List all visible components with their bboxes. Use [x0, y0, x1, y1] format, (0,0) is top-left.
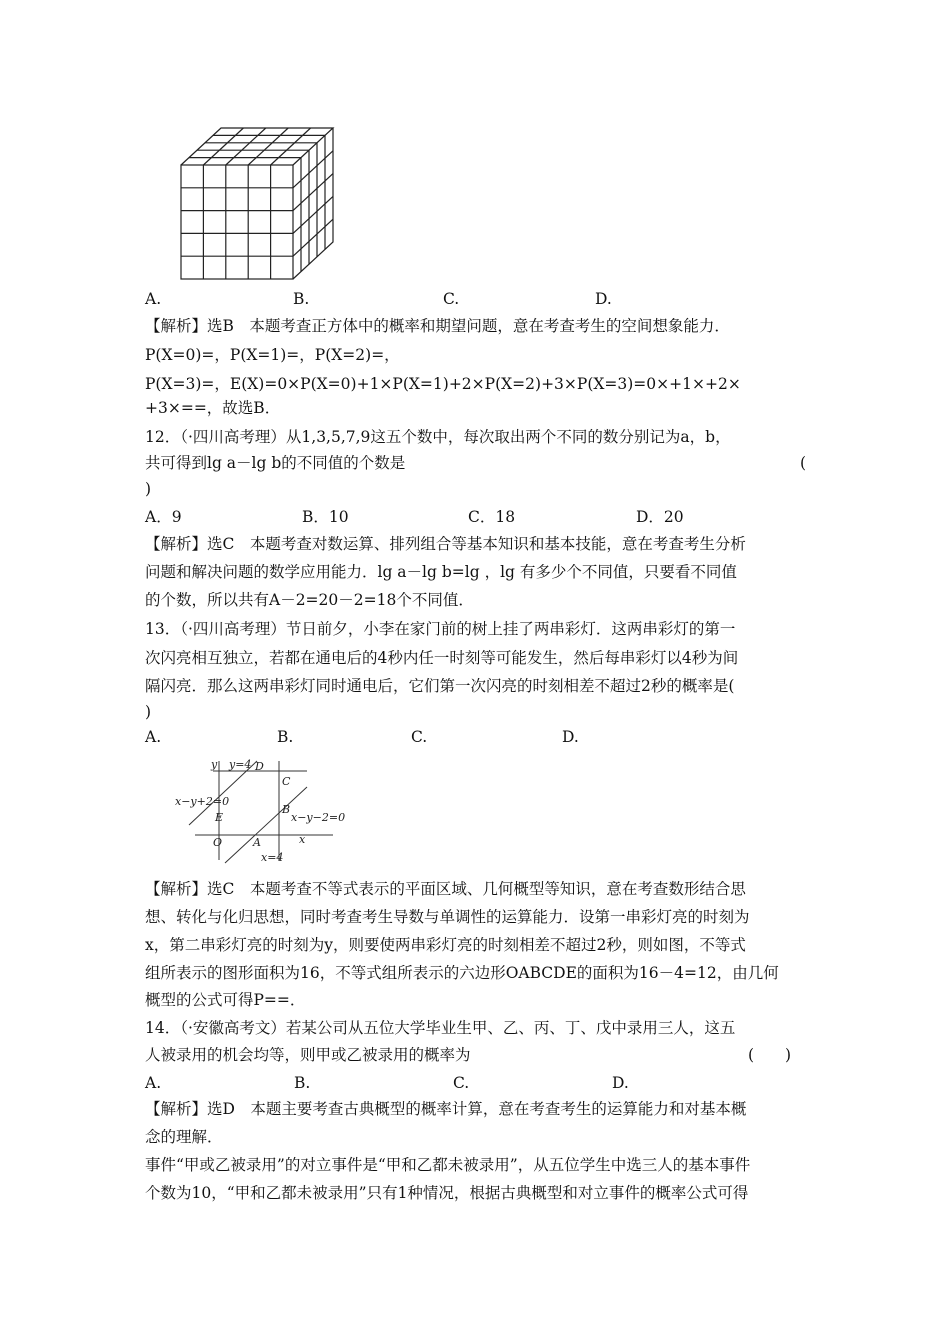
q13-stem-line: 隔闪亮．那么这两串彩灯同时通电后，它们第一次闪亮的时刻相差不超过2秒的概率是(	[145, 677, 735, 695]
q13-analysis-line: 概型的公式可得P==．	[145, 991, 306, 1009]
label-line1: x−y+2=0	[175, 795, 230, 808]
q12-analysis-line: 的个数，所以共有A－2=20－2=18个不同值．	[145, 591, 474, 609]
q14-stem-line: 14．（·安徽高考文）若某公司从五位大学毕业生甲、乙、丙、丁、戊中录用三人，这五	[145, 1019, 736, 1037]
q12-stem-line: 12．（·四川高考理）从1,3,5,7,9这五个数中，每次取出两个不同的数分别记为a，b，	[145, 428, 731, 446]
q12-option-c: C．18	[468, 508, 516, 526]
q13-analysis-line: 【解析】选C 本题考查不等式表示的平面区域、几何概型等知识，意在考查数形结合思	[145, 880, 746, 898]
q12-analysis-line: 【解析】选C 本题考查对数运算、排列组合等基本知识和基本技能，意在考查考生分析	[145, 535, 746, 553]
q13-option-c: C.	[411, 728, 428, 746]
q11-option-a: A.	[145, 290, 162, 308]
label-x-axis: x	[299, 833, 306, 846]
q14-analysis-line: 事件“甲或乙被录用”的对立事件是“甲和乙都未被录用”，从五位学生中选三人的基本事件	[145, 1156, 751, 1174]
q12-option-b: B．10	[302, 508, 349, 526]
q11-analysis-line: P(X=3)=，E(X)=0×P(X=0)+1×P(X=1)+2×P(X=2)+3×P(X=3)=0×+1×+2×	[145, 375, 741, 393]
q14-analysis-line: 个数为10，“甲和乙都未被录用”只有1种情况，根据古典概型和对立事件的概率公式可得	[145, 1184, 749, 1202]
q11-option-c: C.	[443, 290, 460, 308]
q12-stem-line: 共可得到lg a－lg b的不同值的个数是	[145, 454, 406, 472]
q13-analysis-line: 组所表示的图形面积为16，不等式组所表示的六边形OABCDE的面积为16－4=12，由几何	[145, 964, 779, 982]
q13-option-d: D.	[562, 728, 579, 746]
q13-analysis-line: 想、转化与化归思想，同时考查考生导数与单调性的运算能力．设第一串彩灯亮的时刻为	[145, 908, 750, 926]
label-x4: x=4	[261, 851, 284, 864]
q12-option-d: D．20	[636, 508, 684, 526]
label-y4: y=4	[229, 758, 252, 771]
q12-stem-line: )	[145, 480, 152, 498]
q13-option-a: A.	[145, 728, 162, 746]
label-line2: x−y−2=0	[291, 811, 345, 824]
label-d: D	[255, 760, 264, 773]
label-a: A	[253, 836, 261, 849]
q14-option-b: B.	[294, 1074, 311, 1092]
q13-stem-line: 次闪亮相互独立，若都在通电后的4秒内任一时刻等可能发生，然后每串彩灯以4秒为间	[145, 649, 739, 667]
q11-analysis-line: 【解析】选B 本题考查正方体中的概率和期望问题，意在考查考生的空间想象能力．	[145, 317, 730, 335]
q13-option-b: B.	[277, 728, 294, 746]
label-e: E	[215, 811, 224, 824]
q11-option-d: D.	[595, 290, 612, 308]
q14-stem-line: 人被录用的机会均等，则甲或乙被录用的概率为	[145, 1046, 471, 1064]
q13-stem-line: )	[145, 703, 152, 721]
q14-analysis-line: 念的理解．	[145, 1128, 223, 1146]
q13-stem-line: 13．（·四川高考理）节日前夕，小李在家门前的树上挂了两串彩灯．这两串彩灯的第一	[145, 620, 736, 638]
q11-option-b: B.	[293, 290, 310, 308]
q11-analysis-line: +3×==，故选B．	[145, 399, 281, 417]
q14-analysis-line: 【解析】选D 本题主要考查古典概型的概率计算，意在考查考生的运算能力和对基本概	[145, 1100, 747, 1118]
label-b: B	[282, 803, 291, 816]
q14-option-c: C.	[453, 1074, 470, 1092]
label-o: O	[213, 836, 223, 849]
q14-answer-paren: ( )	[748, 1046, 792, 1064]
q14-option-d: D.	[612, 1074, 629, 1092]
label-c: C	[282, 775, 291, 788]
q12-option-a: A．9	[145, 508, 182, 526]
q13-region-graph	[175, 755, 345, 870]
q12-analysis-line: 问题和解决问题的数学应用能力．lg a－lg b=lg ，lg 有多少个不同值，只要看不同值	[145, 563, 737, 581]
q14-option-a: A.	[145, 1074, 162, 1092]
label-y-axis: y	[211, 758, 218, 771]
q12-answer-paren: (	[800, 454, 807, 472]
q11-analysis-line: P(X=0)=，P(X=1)=，P(X=2)=，	[145, 346, 400, 364]
q13-analysis-line: x，第二串彩灯亮的时刻为y，则要使两串彩灯亮的时刻相差不超过2秒，则如图，不等式	[145, 936, 746, 954]
cube-grid-figure	[178, 125, 338, 283]
